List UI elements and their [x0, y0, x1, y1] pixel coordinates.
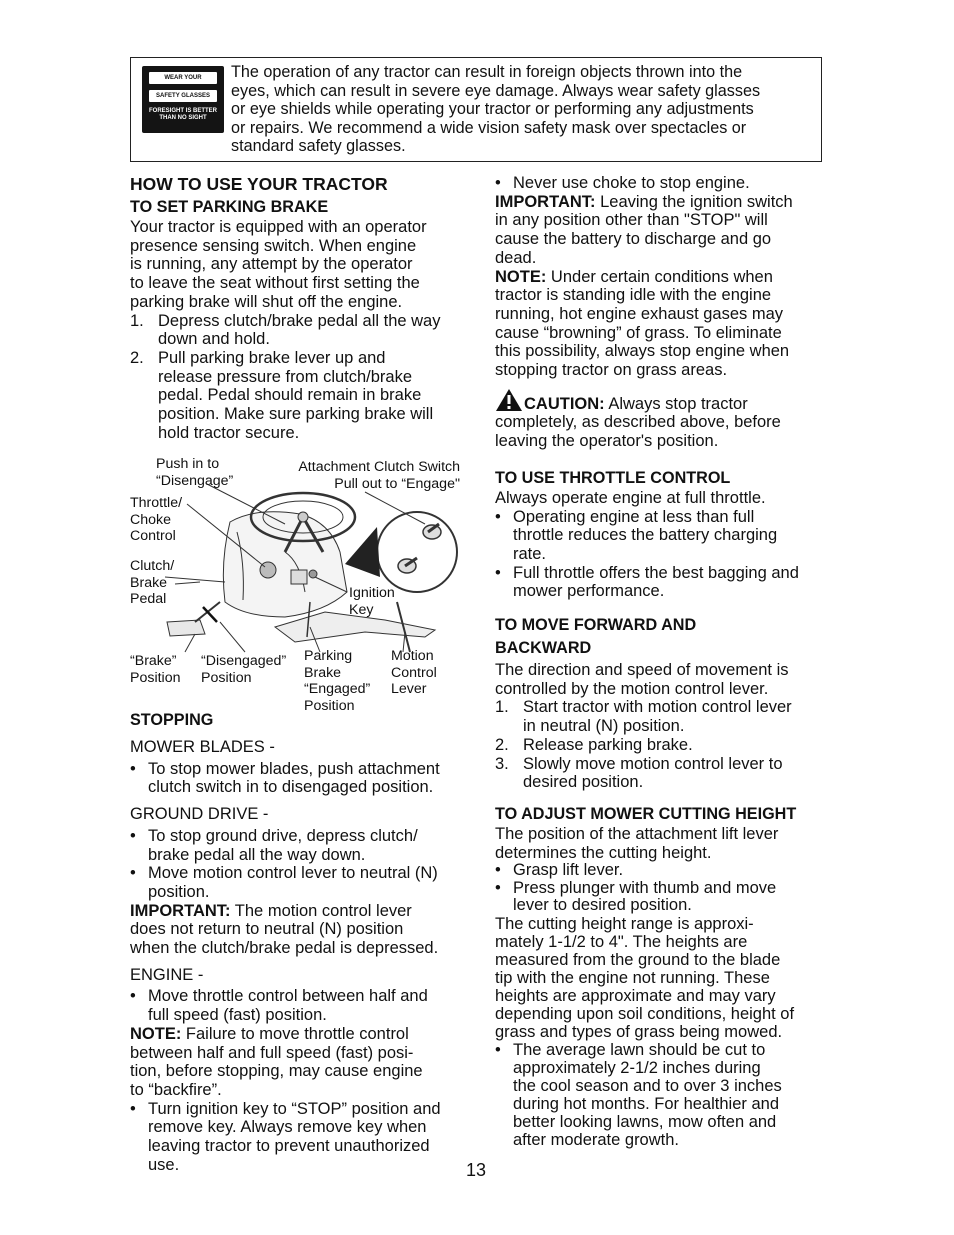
text-line: the cool season and to over 3 inches	[513, 1076, 782, 1095]
text-line: stopping tractor on grass areas.	[495, 361, 728, 380]
throttle-intro: Always operate engine at full throttle.	[495, 488, 766, 507]
safety-warning-box	[130, 57, 822, 162]
ground-drive-bullet-2	[130, 864, 470, 901]
text-line: position.	[148, 882, 210, 901]
label-parking-brake-engaged	[304, 648, 370, 714]
step-number: 1.	[130, 311, 144, 330]
label-clutch-brake-pedal	[130, 558, 174, 608]
label-line: Clutch/	[130, 558, 175, 574]
text-line: Under certain conditions when	[546, 267, 773, 286]
heading-line: BACKWARD	[495, 639, 592, 658]
move-step-2	[495, 736, 835, 755]
height-bullet-1	[495, 862, 835, 880]
caution-note	[495, 388, 835, 451]
text-line: rate.	[513, 544, 547, 563]
label-line: “Disengage”	[156, 472, 234, 489]
text-line: leaving the operator's position.	[495, 432, 719, 451]
text-line: Start tractor with motion control lever	[523, 698, 792, 717]
text-line: position. Make sure parking brake will	[158, 405, 434, 424]
text-line: leaving tractor to prevent unauthorized	[148, 1137, 430, 1156]
warning-line: standard safety glasses.	[231, 137, 406, 156]
text-line: cause “browning” of grass. To eliminate	[495, 323, 782, 342]
text-line: tip with the engine not running. These	[495, 968, 770, 987]
label-ignition-key	[349, 585, 395, 618]
text-line: Release parking brake.	[523, 735, 693, 754]
text-line: grass and types of grass being mowed.	[495, 1022, 783, 1041]
text-line: is running, any attempt by the operator	[130, 255, 413, 274]
step-number: 2.	[130, 348, 144, 367]
text-line: presence sensing switch. When engine	[130, 236, 417, 255]
important-note-right	[495, 193, 835, 268]
label-brake-position	[130, 653, 180, 686]
heading-line: TO MOVE FORWARD AND	[495, 616, 697, 635]
text-line: Your tractor is equipped with an operator	[130, 218, 427, 236]
label-line: Control	[130, 528, 176, 544]
caution-triangle-icon	[495, 388, 523, 412]
text-line: • Press plunger with thumb and move	[513, 878, 777, 897]
text-line: Depress clutch/brake pedal all the way	[158, 311, 441, 330]
text-line: The position of the attachment lift lever	[495, 824, 779, 843]
label-push-in	[156, 456, 233, 489]
label-line: Attachment Clutch Switch	[298, 459, 460, 475]
text-line: mately 1-1/2 to 4". The heights are	[495, 932, 748, 951]
parking-step-2	[130, 349, 470, 443]
lawn-bullet	[495, 1041, 835, 1149]
move-step-1	[495, 698, 835, 735]
text-line: hold tractor secure.	[158, 423, 300, 442]
text-line: determines the cutting height.	[495, 843, 712, 862]
parking-heading: TO SET PARKING BRAKE	[130, 198, 329, 216]
text-line: • To stop mower blades, push attachment	[148, 759, 440, 778]
label-line: “Brake”	[130, 653, 177, 669]
text-line: after moderate growth.	[513, 1130, 679, 1149]
label-line: Throttle/	[130, 495, 183, 511]
label-line: Ignition	[349, 585, 395, 601]
icon-label-top: WEAR YOUR	[149, 72, 217, 84]
text-line: throttle reduces the battery charging	[513, 526, 778, 545]
label-line: Position	[130, 669, 181, 686]
label-line: Push in to	[156, 456, 220, 472]
text-line: does not return to neutral (N) position	[130, 920, 404, 939]
text-line: during hot months. For healthier and	[513, 1094, 779, 1113]
mower-blades-subheading: MOWER BLADES -	[130, 738, 275, 756]
text-line: cause the battery to discharge and go	[495, 230, 772, 249]
text-line: lever to desired position.	[513, 896, 692, 915]
text-line: better looking lawns, mow often and	[513, 1112, 777, 1131]
left-column-top	[130, 174, 470, 442]
label-line: “Disengaged”	[201, 653, 287, 669]
text-line: • Move throttle control between half and	[148, 987, 428, 1006]
cutting-height-paragraph	[495, 825, 835, 862]
label-line: Parking	[304, 648, 353, 664]
label-disengaged-position	[201, 653, 286, 686]
text-line: The direction and speed of movement is	[495, 661, 789, 680]
text-line: • Never use choke to stop engine.	[513, 174, 750, 192]
move-heading	[495, 614, 835, 660]
warning-line: The operation of any tractor can result in foreign objects thrown into the	[231, 63, 743, 81]
step-number: 2.	[495, 735, 509, 754]
text-line: Slowly move motion control lever to	[523, 754, 783, 773]
engine-subheading: ENGINE -	[130, 965, 204, 984]
browning-note	[495, 268, 835, 380]
label-line: Pull out to “Engage"	[334, 475, 460, 492]
text-line: this possibility, always stop engine when	[495, 342, 790, 361]
move-paragraph	[495, 661, 835, 698]
important-label: IMPORTANT:	[495, 192, 596, 211]
throttle-heading: TO USE THROTTLE CONTROL	[495, 468, 731, 487]
label-line: Motion	[391, 648, 434, 664]
important-note-left	[130, 902, 470, 958]
step-number: 1.	[495, 698, 509, 717]
text-line: • Turn ignition key to “STOP” position and	[148, 1099, 441, 1118]
important-label: IMPORTANT:	[130, 901, 231, 920]
ground-drive-subheading: GROUND DRIVE -	[130, 805, 269, 824]
mower-blades-bullet	[130, 760, 470, 797]
text-line: down and hold.	[158, 330, 270, 349]
text-line: parking brake will shut off the engine.	[130, 292, 403, 311]
text-line: • Full throttle offers the best bagging and	[513, 563, 799, 582]
text-line: • Grasp lift lever.	[513, 861, 624, 880]
label-line: Position	[201, 669, 252, 686]
text-line: brake pedal all the way down.	[148, 845, 366, 864]
label-line: Brake	[130, 574, 168, 591]
label-line: Control	[391, 664, 437, 681]
icon-label-bottom1: FORESIGHT IS BETTER	[148, 108, 217, 114]
text-line: controlled by the motion control lever.	[495, 679, 769, 698]
text-line: Always stop tractor	[604, 394, 748, 413]
tractor-controls-figure	[125, 452, 470, 717]
page-number: 13	[466, 1160, 487, 1180]
label-motion-control-lever	[391, 648, 437, 698]
engine-bullet-2	[130, 1100, 470, 1175]
text-line: release pressure from clutch/brake	[158, 367, 413, 386]
text-line: mower performance.	[513, 582, 665, 601]
text-line: Pull parking brake lever up and	[158, 348, 386, 367]
label-line: Position	[304, 697, 355, 714]
note-label: NOTE:	[495, 267, 547, 286]
text-line: between half and full speed (fast) posi-	[130, 1043, 414, 1062]
warning-line: or repairs. We recommend a wide vision safety mask over spectacles or	[231, 118, 747, 137]
label-line: Brake	[304, 664, 342, 681]
text-line: completely, as described above, before	[495, 413, 781, 432]
caution-label: CAUTION:	[524, 394, 605, 413]
text-line: • The average lawn should be cut to	[513, 1040, 766, 1059]
icon-label-bottom2: THAN NO SIGHT	[159, 115, 207, 121]
throttle-bullet-2	[495, 564, 835, 601]
warning-line: or eye shields while operating your tractor or performing any adjustments	[231, 100, 754, 119]
section-title: HOW TO USE YOUR TRACTOR	[130, 174, 388, 194]
text-line: tion, before stopping, may cause engine	[130, 1062, 423, 1081]
text-line: • Operating engine at less than full	[513, 507, 755, 526]
icon-label-mid: SAFETY GLASSES	[149, 90, 217, 102]
right-column	[495, 174, 835, 1149]
cutting-height-heading: TO ADJUST MOWER CUTTING HEIGHT	[495, 804, 797, 823]
text-line: Leaving the ignition switch	[595, 192, 793, 211]
text-line: dead.	[495, 248, 537, 267]
text-line: tractor is standing idle with the engine	[495, 286, 772, 305]
text-line: to leave the seat without first setting the	[130, 274, 420, 293]
safety-glasses-icon	[142, 66, 224, 133]
warning-line: eyes, which can result in severe eye damage. Always wear safety glasses	[231, 81, 761, 100]
parking-paragraph	[130, 218, 470, 312]
note-label: NOTE:	[130, 1024, 182, 1043]
move-step-3	[495, 755, 835, 792]
text-line: use.	[148, 1155, 180, 1174]
text-line: full speed (fast) position.	[148, 1006, 327, 1025]
text-line: clutch switch in to disengaged position.	[148, 778, 434, 797]
label-line: Pedal	[130, 591, 167, 607]
label-line: “Engaged”	[304, 681, 371, 697]
text-line: to “backfire”.	[130, 1080, 222, 1099]
text-line: depending upon soil conditions, height of	[495, 1004, 795, 1023]
text-line: The cutting height range is approxi-	[495, 914, 754, 933]
cutting-range-paragraph	[495, 915, 835, 1041]
throttle-bullet-1	[495, 508, 835, 564]
text-line: remove key. Always remove key when	[148, 1118, 427, 1137]
label-line: Lever	[391, 681, 427, 697]
label-line: Key	[349, 601, 374, 618]
text-line: measured from the ground to the blade	[495, 950, 781, 969]
text-line: • To stop ground drive, depress clutch/	[148, 826, 418, 845]
text-line: desired position.	[523, 773, 644, 792]
height-bullet-2	[495, 880, 835, 915]
label-throttle-choke	[130, 495, 182, 545]
left-column-bottom	[130, 710, 470, 1174]
stopping-heading: STOPPING	[130, 711, 214, 729]
text-line: Failure to move throttle control	[181, 1024, 409, 1043]
engine-bullet-1	[130, 987, 470, 1024]
text-line: in neutral (N) position.	[523, 717, 685, 736]
parking-step-1	[130, 312, 470, 349]
warning-text	[231, 63, 816, 156]
engine-note	[130, 1025, 470, 1100]
text-line: running, hot engine exhaust gases may	[495, 304, 784, 323]
text-line: in any position other than "STOP" will	[495, 211, 768, 230]
text-line: The motion control lever	[230, 901, 412, 920]
step-number: 3.	[495, 754, 509, 773]
text-line: when the clutch/brake pedal is depressed.	[130, 939, 439, 958]
label-attachment-clutch-switch	[280, 459, 460, 492]
text-line: approximately 2-1/2 inches during	[513, 1058, 761, 1077]
ground-drive-bullet-1	[130, 827, 470, 864]
text-line: heights are approximate and may vary	[495, 986, 776, 1005]
text-line: pedal. Pedal should remain in brake	[158, 386, 422, 405]
label-line: Choke	[130, 511, 172, 528]
choke-bullet	[495, 174, 835, 193]
text-line: • Move motion control lever to neutral (N)	[148, 864, 438, 883]
